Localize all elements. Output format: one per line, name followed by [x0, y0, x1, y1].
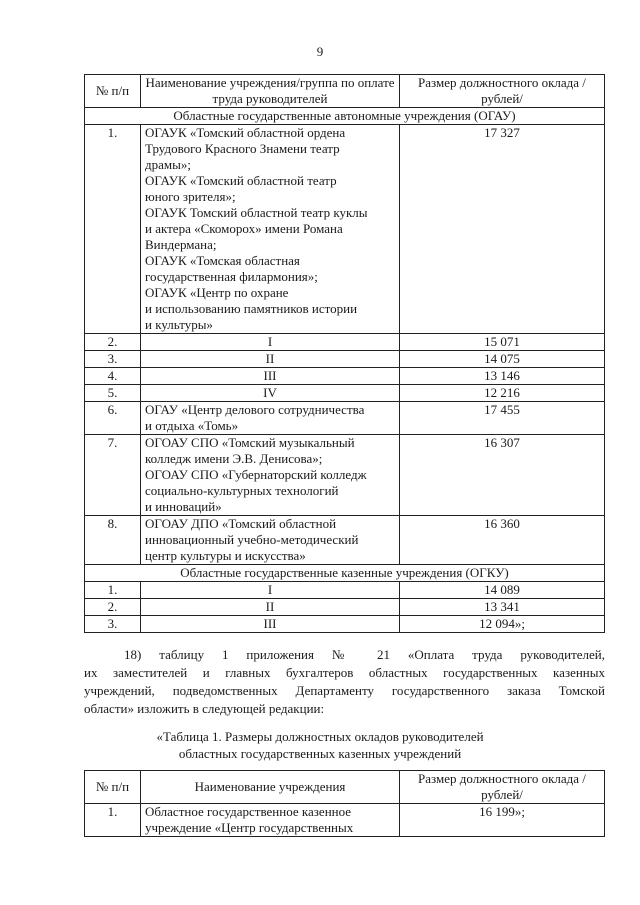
institution-name-line: ОГАУК Томский областной театр куклы	[145, 205, 368, 220]
pay-group: III	[141, 368, 400, 385]
header-name: Наименование учреждения/группа по оплате труда руководителей	[141, 75, 400, 108]
row-number: 7.	[85, 435, 141, 516]
section-ogku: Областные государственные казенные учреждения (ОГКУ)	[85, 565, 605, 582]
row-number: 1.	[85, 125, 141, 334]
table-row	[85, 804, 605, 837]
paragraph-line: учреждений, подведомственных Департаменту государственного заказа Томской	[84, 683, 605, 698]
table-row	[85, 368, 605, 385]
salary-value: 13 146	[400, 368, 605, 385]
institution-name-line: социально-культурных технологий	[145, 483, 339, 498]
amendment-paragraph	[84, 646, 605, 718]
pay-group: III	[141, 616, 400, 633]
institution-name-line: драмы»;	[145, 157, 191, 172]
pay-group: II	[141, 599, 400, 616]
salary-value: 14 089	[400, 582, 605, 599]
institution-name-line: ОГАУК «Томский областной ордена	[145, 125, 346, 140]
table-row	[85, 351, 605, 368]
institution-name-line: ОГАУК «Центр по охране	[145, 285, 289, 300]
institution-name-line: и актера «Скоморох» имени Романа	[145, 221, 343, 236]
institution-name-line: и культуры»	[145, 317, 213, 332]
institution-name	[141, 516, 400, 565]
table-row	[85, 334, 605, 351]
institution-name	[141, 804, 400, 837]
table-row	[85, 385, 605, 402]
institution-name-line: и инноваций»	[145, 499, 222, 514]
institution-name	[141, 435, 400, 516]
pay-group: IV	[141, 385, 400, 402]
institution-name-line: ОГАУК «Томская областная	[145, 253, 300, 268]
row-number: 1.	[85, 804, 141, 837]
table-row	[85, 599, 605, 616]
salary-value: 14 075	[400, 351, 605, 368]
table-row	[85, 516, 605, 565]
paragraph-line: 18) таблицу 1 приложения № 21 «Оплата труда руководителей,	[124, 647, 605, 662]
salary-value: 16 360	[400, 516, 605, 565]
section-row	[85, 108, 605, 125]
row-number: 5.	[85, 385, 141, 402]
section-row	[85, 565, 605, 582]
institution-name-line: Трудового Красного Знамени театр	[145, 141, 340, 156]
table-body-2	[85, 804, 605, 837]
institution-name-line: колледж имени Э.В. Денисова»;	[145, 451, 323, 466]
institution-name-line: ОГОАУ ДПО «Томский областной	[145, 516, 337, 531]
table-header-row	[85, 75, 605, 108]
pay-group: I	[141, 334, 400, 351]
row-number: 6.	[85, 402, 141, 435]
institution-name-line: учреждение «Центр государственных	[145, 820, 354, 835]
pay-group: II	[141, 351, 400, 368]
institution-name-line: государственная филармония»;	[145, 269, 318, 284]
institution-name-line: инновационный учебно-методический	[145, 532, 359, 547]
institution-name-line: юного зрителя»;	[145, 189, 236, 204]
table-row	[85, 125, 605, 334]
salary-value: 16 199»;	[400, 804, 605, 837]
row-number: 2.	[85, 334, 141, 351]
institution-name-line: ОГАУК «Томский областной театр	[145, 173, 337, 188]
institution-name-line: Областное государственное казенное	[145, 804, 352, 819]
salary-table-1	[84, 74, 605, 633]
header-num: № п/п	[85, 771, 141, 804]
paragraph-line: их заместителей и главных бухгалтеров областных государственных казенных	[84, 665, 605, 680]
institution-name	[141, 125, 400, 334]
salary-value: 15 071	[400, 334, 605, 351]
institution-name-line: и использованию памятников истории	[145, 301, 358, 316]
institution-name-line: и отдыха «Томь»	[145, 418, 239, 433]
pay-group: I	[141, 582, 400, 599]
table-row	[85, 435, 605, 516]
page-number: 9	[316, 44, 324, 59]
salary-table-2	[84, 770, 605, 837]
row-number: 8.	[85, 516, 141, 565]
institution-name-line: ОГОАУ СПО «Томский музыкальный	[145, 435, 355, 450]
row-number: 2.	[85, 599, 141, 616]
paragraph-line: области» изложить в следующей редакции:	[84, 701, 325, 716]
table-row	[85, 582, 605, 599]
institution-name-line: Виндермана;	[145, 237, 217, 252]
salary-value: 12 094»;	[400, 616, 605, 633]
row-number: 4.	[85, 368, 141, 385]
caption-line: областных государственных казенных учреждений	[178, 746, 462, 761]
table-row	[85, 616, 605, 633]
row-number: 3.	[85, 616, 141, 633]
institution-name-line: ОГОАУ СПО «Губернаторский колледж	[145, 467, 367, 482]
institution-name-line: центр культуры и искусства»	[145, 548, 306, 563]
table-header-row	[85, 771, 605, 804]
salary-value: 17 455	[400, 402, 605, 435]
header-salary: Размер должностного оклада /рублей/	[400, 75, 605, 108]
table-body-ogku	[85, 565, 605, 633]
table-body-ogau	[85, 108, 605, 565]
table-caption	[0, 728, 640, 762]
caption-line: «Таблица 1. Размеры должностных окладов руководителей	[156, 729, 484, 744]
header-salary: Размер должностного оклада /рублей/	[400, 771, 605, 804]
institution-name-line: ОГАУ «Центр делового сотрудничества	[145, 402, 365, 417]
row-number: 3.	[85, 351, 141, 368]
header-name: Наименование учреждения	[141, 771, 400, 804]
table-row	[85, 402, 605, 435]
salary-value: 17 327	[400, 125, 605, 334]
section-ogau: Областные государственные автономные учреждения (ОГАУ)	[85, 108, 605, 125]
salary-value: 13 341	[400, 599, 605, 616]
salary-value: 16 307	[400, 435, 605, 516]
institution-name	[141, 402, 400, 435]
header-num: № п/п	[85, 75, 141, 108]
row-number: 1.	[85, 582, 141, 599]
salary-value: 12 216	[400, 385, 605, 402]
